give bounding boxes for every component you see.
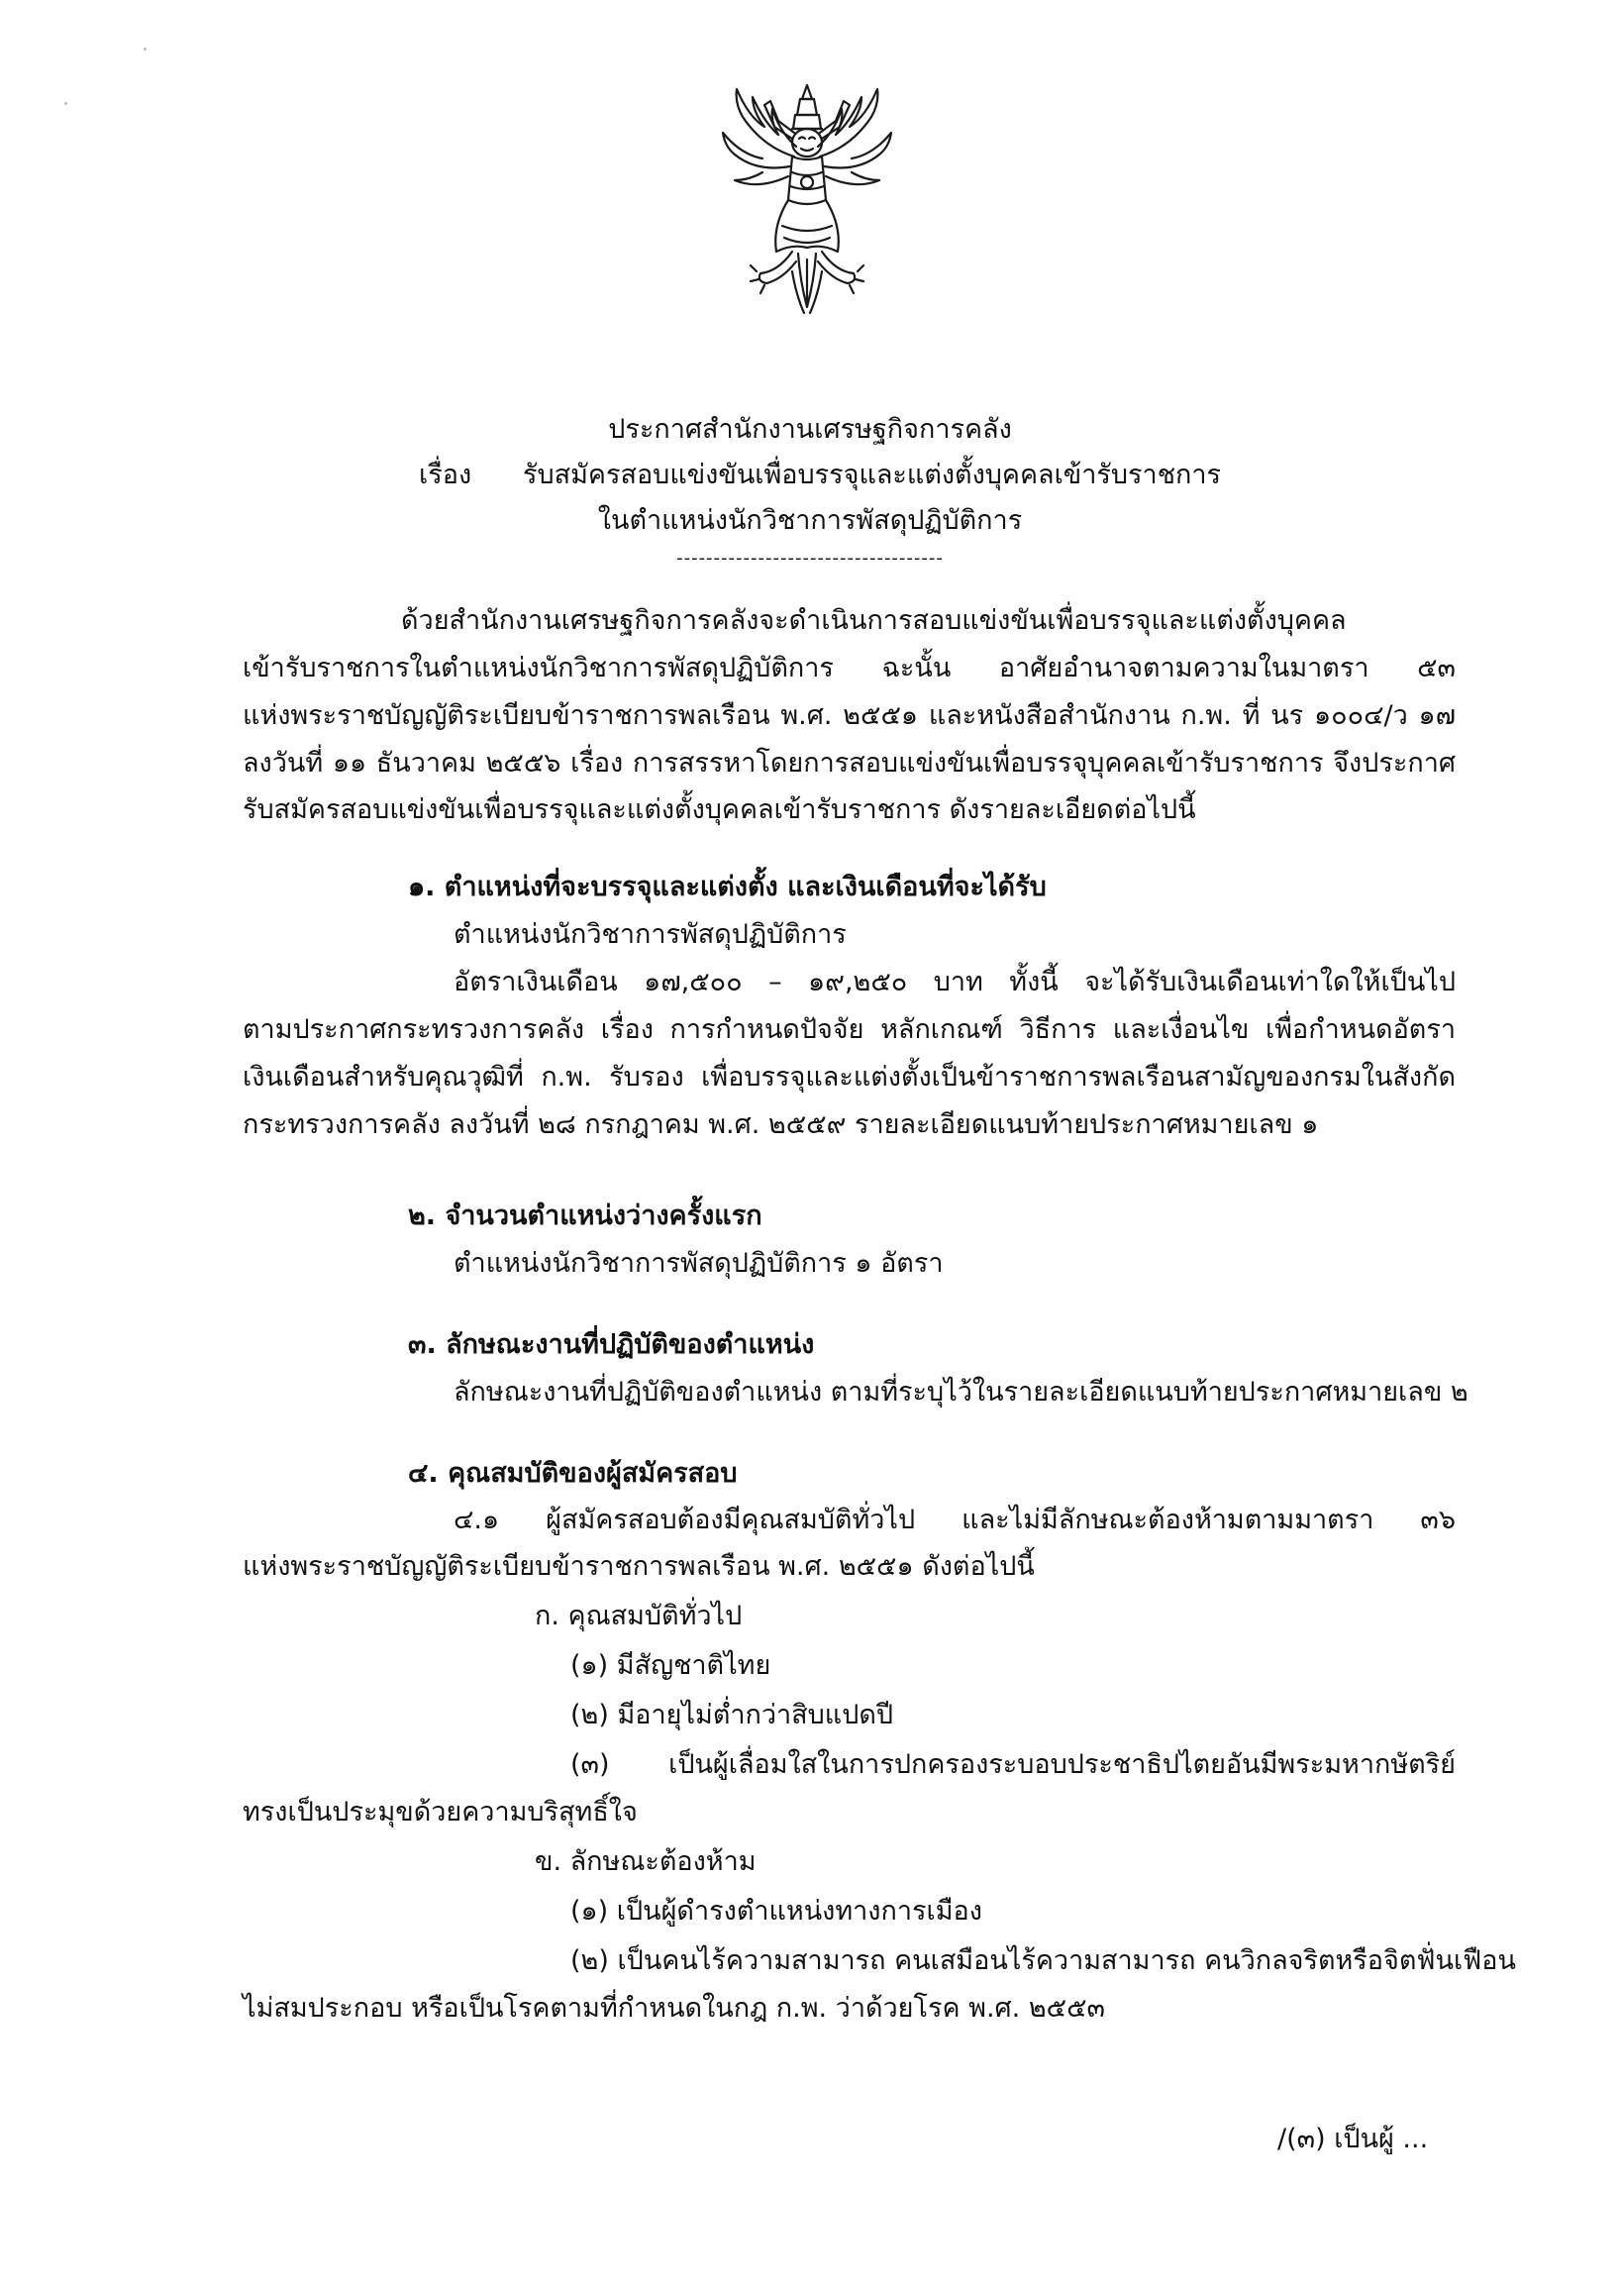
header-divider: ------------------------------------ <box>676 548 944 569</box>
subject-line-2: ในตำแหน่งนักวิชาการพัสดุปฏิบัติการ <box>597 505 1023 536</box>
section-4-1-line-2: แห่งพระราชบัญญัติระเบียบข้าราชการพลเรือน พ.ศ. ๒๕๕๑ ดังต่อไปนี้ <box>243 1551 1035 1582</box>
section-4-heading: ๔. คุณสมบัติของผู้สมัครสอบ <box>408 1458 738 1489</box>
qualifications-general-heading: ก. คุณสมบัติทั่วไป <box>535 1601 743 1631</box>
garuda-emblem-icon <box>713 77 901 320</box>
qualification-item: (๒) มีอายุไม่ต่ำกว่าสิบแปดปี <box>570 1700 894 1730</box>
intro-line: รับสมัครสอบแข่งขันเพื่อบรรจุและแต่งตั้งบุคคลเข้ารับราชการ ดังรายละเอียดต่อไปนี้ <box>243 794 1196 825</box>
prohibitions-heading: ข. ลักษณะต้องห้าม <box>535 1846 757 1877</box>
scan-speck <box>64 102 67 105</box>
subject-label: เรื่อง <box>419 460 472 490</box>
intro-line: เข้ารับราชการในตำแหน่งนักวิชาการพัสดุปฏิบัติการ ฉะนั้น อาศัยอำนาจตามความในมาตรา ๕๓ <box>243 653 1456 683</box>
section-2-heading: ๒. จำนวนตำแหน่งว่างครั้งแรก <box>408 1200 762 1231</box>
section-1-line: ตามประกาศกระทรวงการคลัง เรื่อง การกำหนดปัจจัย หลักเกณฑ์ วิธีการ และเงื่อนไข เพื่อกำหนดอัตรา <box>243 1014 1456 1045</box>
page-continuation: /(๓) เป็นผู้ ... <box>1277 2124 1429 2154</box>
prohibition-item-continued: ไม่สมประกอบ หรือเป็นโรคตามที่กำหนดในกฎ ก.พ. ว่าด้วยโรค พ.ศ. ๒๕๕๓ <box>243 1993 1105 2024</box>
section-1-heading: ๑. ตำแหน่งที่จะบรรจุและแต่งตั้ง และเงินเดือนที่จะได้รับ <box>408 872 1047 902</box>
subject-line-1: รับสมัครสอบแข่งขันเพื่อบรรจุและแต่งตั้งบุคคลเข้ารับราชการ <box>523 460 1222 490</box>
qualification-item-continued: ทรงเป็นประมุขด้วยความบริสุทธิ์ใจ <box>243 1797 638 1827</box>
intro-line: แห่งพระราชบัญญัติระเบียบข้าราชการพลเรือน พ.ศ. ๒๕๕๑ และหนังสือสำนักงาน ก.พ. ที่ นร ๑๐๐๔/ว ๑๗ <box>243 700 1456 731</box>
qualification-item: (๑) มีสัญชาติไทย <box>570 1650 771 1681</box>
prohibition-item: (๒) เป็นคนไร้ความสามารถ คนเสมือนไร้ความสามารถ คนวิกลจริตหรือจิตฟั่นเฟือน <box>570 1945 1516 1976</box>
section-1-line: กระทรวงการคลัง ลงวันที่ ๒๘ กรกฎาคม พ.ศ. ๒๕๕๙ รายละเอียดแนบท้ายประกาศหมายเลข ๑ <box>243 1109 1319 1140</box>
section-3-heading: ๓. ลักษณะงานที่ปฏิบัติของตำแหน่ง <box>408 1329 815 1360</box>
section-1-line: อัตราเงินเดือน ๑๗,๕๐๐ – ๑๙,๒๕๐ บาท ทั้งนี้ จะได้รับเงินเดือนเท่าใดให้เป็นไป <box>454 967 1456 997</box>
section-1-line: เงินเดือนสำหรับคุณวุฒิที่ ก.พ. รับรอง เพื่อบรรจุและแต่งตั้งเป็นข้าราชการพลเรือนสามัญของกรมในสังกัด <box>243 1062 1456 1093</box>
section-1-position: ตำแหน่งนักวิชาการพัสดุปฏิบัติการ <box>454 919 847 950</box>
intro-line: ลงวันที่ ๑๑ ธันวาคม ๒๕๕๖ เรื่อง การสรรหาโดยการสอบแข่งขันเพื่อบรรจุบุคคลเข้ารับราชการ จึงประกาศ <box>243 748 1456 779</box>
intro-line: ด้วยสำนักงานเศรษฐกิจการคลังจะดำเนินการสอบแข่งขันเพื่อบรรจุและแต่งตั้งบุคคล <box>401 605 1347 636</box>
section-2-text: ตำแหน่งนักวิชาการพัสดุปฏิบัติการ ๑ อัตรา <box>454 1248 944 1279</box>
scan-speck <box>144 48 147 51</box>
section-4-1-line-1: ๔.๑ ผู้สมัครสอบต้องมีคุณสมบัติทั่วไป และไม่มีลักษณะต้องห้ามตามมาตรา ๓๖ <box>454 1505 1456 1535</box>
announcement-org-title: ประกาศสำนักงานเศรษฐกิจการคลัง <box>608 414 1012 445</box>
prohibition-item: (๑) เป็นผู้ดำรงตำแหน่งทางการเมือง <box>570 1896 982 1927</box>
section-3-text: ลักษณะงานที่ปฏิบัติของตำแหน่ง ตามที่ระบุไว้ในรายละเอียดแนบท้ายประกาศหมายเลข ๒ <box>454 1377 1468 1408</box>
qualification-item: (๓) เป็นผู้เลื่อมใสในการปกครองระบอบประชาธิปไตยอันมีพระมหากษัตริย์ <box>570 1749 1456 1780</box>
